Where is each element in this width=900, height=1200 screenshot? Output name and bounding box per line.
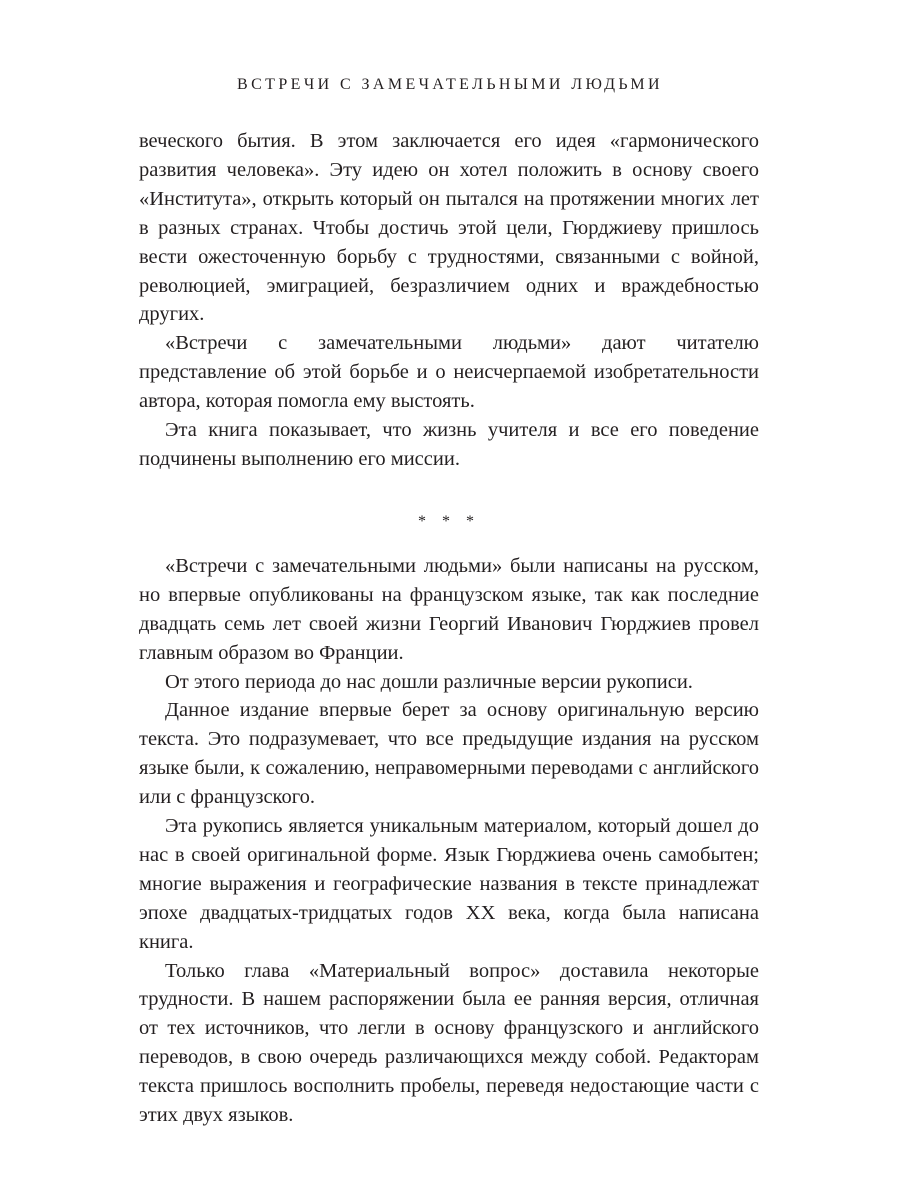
paragraph: Только глава «Материальный вопрос» доставила некоторые трудности. В нашем распоряжении была ее ранняя версия, отличная от тех источников, что легли в основу французского и английского переводов, в свою очередь различающихся между собой. Редакторам текста пришлось восполнить пробелы, переведя недостающие части с этих двух языков. [139, 959, 759, 1127]
paragraph: От этого периода до нас дошли различные версии рукописи. [165, 670, 693, 693]
running-head: ВСТРЕЧИ С ЗАМЕЧАТЕЛЬНЫМИ ЛЮДЬМИ [237, 76, 663, 93]
paragraph: «Встречи с замечательными людьми» дают читателю представление об этой борьбе и о неисчерпаемой изобретательности автора, которая помогла ему выстоять. [139, 332, 759, 413]
paragraph: Данное издание впервые берет за основу оригинальную версию текста. Это подразумевает, что все предыдущие издания на русском языке были, к сожалению, неправомерными переводами с английского или с французского. [139, 699, 759, 809]
paragraph: «Встречи с замечательными людьми» были написаны на русском, но впервые опубликованы на французском языке, так как последние двадцать семь лет своей жизни Георгий Иванович Гюрджиев провел главным образом во Франции. [139, 554, 759, 664]
paragraph: Эта книга показывает, что жизнь учителя и все его поведение подчинены выполнению его миссии. [139, 419, 759, 470]
paragraph: Эта рукопись является уникальным материалом, который дошел до нас в своей оригинальной форме. Язык Гюрджиева очень самобытен; многие выражения и географические названия в тексте принадлежат эпохе двадцатых-тридцатых годов XX века, когда была написана книга. [139, 815, 759, 953]
paragraph-continuation: вечеcкого бытия. В этом заключается его идея «гармонического развития человека». Эту идею он хотел положить в основу своего «Института», открыть который он пытался на протяжении многих лет в разных странах. Чтобы достичь этой цели, Гюрджиеву пришлось вести ожесточенную борьбу с трудностями, связанными с войной, революцией, эмиграцией, безразличием одних и враждебностью других. [139, 130, 759, 326]
section-separator: * * * [418, 512, 480, 530]
body-text [139, 127, 759, 1130]
